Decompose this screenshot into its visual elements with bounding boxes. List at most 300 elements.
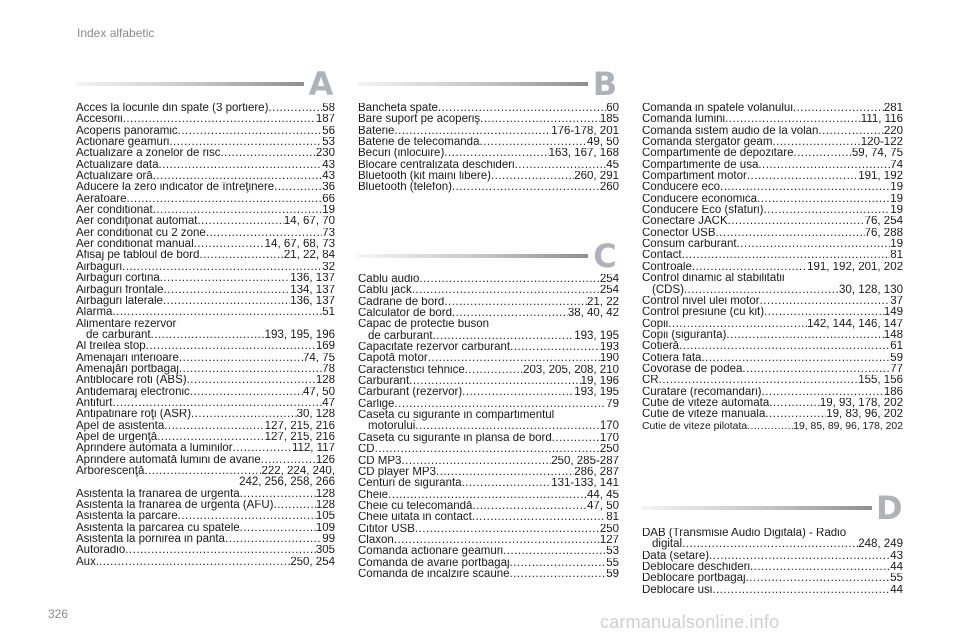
- entry-label: Apel de urgenţă: [76, 431, 158, 443]
- entry-label: Baterie de telecomanda: [358, 137, 480, 149]
- dot-leader: [394, 399, 606, 410]
- entry-pages: 203, 205, 208, 210: [523, 364, 619, 376]
- index-entry: [76, 205, 335, 216]
- dot-leader: [415, 524, 600, 535]
- entry-pages: 56: [322, 125, 335, 137]
- entry-label: Deblocare usi: [642, 584, 713, 596]
- index-entry: [76, 353, 335, 364]
- entry-label: Control presiune (cu kit): [642, 307, 765, 319]
- entry-pages: 134, 137: [290, 284, 335, 296]
- dot-leader: [758, 160, 890, 171]
- entry-pages: 45: [606, 159, 619, 171]
- section-header-b: [358, 64, 620, 104]
- dot-leader: [412, 285, 600, 296]
- index-entry: [358, 524, 619, 535]
- entry-pages: 58: [322, 103, 335, 114]
- index-entry: [642, 573, 903, 584]
- entry-pages: 60: [606, 103, 619, 114]
- dot-leader: [491, 171, 574, 182]
- entry-label: Capotă motor: [358, 353, 428, 365]
- index-entry: [76, 137, 335, 148]
- entry-label: Aer conditionat cu 2 zone: [76, 227, 206, 239]
- index-entry: [642, 103, 903, 114]
- index-entry: [642, 171, 903, 182]
- dot-leader: [268, 103, 322, 114]
- entry-pages: 136, 137: [290, 295, 335, 307]
- index-entry: [642, 239, 903, 250]
- entry-label: Covorase de podea: [642, 363, 743, 375]
- entry-pages: 126: [315, 454, 335, 466]
- index-entry: [642, 409, 903, 420]
- entry-pages: 176-178, 201: [551, 125, 619, 137]
- index-entry: [642, 341, 903, 352]
- entry-pages: 111, 116: [860, 114, 903, 126]
- entry-pages: 74, 75: [303, 352, 335, 364]
- index-column-c: [358, 274, 619, 580]
- entry-label-continued: motorului: [368, 420, 416, 433]
- section-letter: D: [876, 489, 903, 527]
- index-entry: [76, 262, 335, 273]
- section-letter: B: [592, 65, 618, 103]
- index-entry: [76, 296, 335, 307]
- dot-leader: [112, 398, 322, 409]
- entry-label: CD: [358, 444, 375, 456]
- entry-label: Alarma: [76, 307, 113, 319]
- entry-label-continued: de carburant: [368, 329, 433, 342]
- entry-label: Capac de protectie buson: [358, 319, 490, 331]
- entry-pages: 47: [322, 397, 335, 409]
- index-entry: [358, 569, 619, 580]
- entry-pages: 190: [599, 353, 619, 365]
- index-entry: [358, 433, 619, 444]
- index-entry: [76, 182, 335, 193]
- index-entry: [642, 375, 903, 386]
- index-entry: [358, 490, 619, 501]
- dot-leader: [472, 512, 606, 523]
- dot-leader: [122, 262, 322, 273]
- index-entry: [76, 228, 335, 239]
- index-entry: [76, 443, 335, 454]
- entry-pages: 66: [322, 193, 335, 205]
- entry-pages: 78: [322, 363, 335, 375]
- dot-leader: [760, 296, 891, 307]
- index-entry: [76, 273, 335, 284]
- dot-leader: [274, 182, 322, 193]
- index-entry: [642, 398, 903, 409]
- entry-pages: 286, 287: [574, 466, 619, 478]
- dot-leader: [194, 239, 265, 250]
- index-entry: [642, 319, 903, 330]
- entry-pages: 193: [599, 342, 619, 354]
- entry-label: Actualizare oră: [76, 171, 153, 183]
- index-entry: [642, 296, 903, 307]
- index-entry: [76, 250, 335, 261]
- index-entry: [642, 262, 903, 273]
- dot-leader: [763, 205, 890, 216]
- dot-leader: [146, 341, 316, 352]
- entry-pages: 59, 74, 75: [851, 148, 903, 160]
- dot-leader: [726, 330, 883, 341]
- index-entry: [642, 387, 903, 398]
- index-entry: [642, 114, 903, 125]
- dot-leader: [240, 489, 316, 500]
- entry-label: Comanda lumini: [642, 114, 726, 126]
- dot-leader: [747, 421, 793, 432]
- entry-label: Centuri de siguranta: [358, 478, 462, 490]
- index-entry: [642, 126, 903, 137]
- dot-leader: [462, 478, 552, 489]
- index-entry: [642, 562, 903, 573]
- index-entry: [76, 523, 335, 534]
- index-entry: [76, 375, 335, 386]
- dot-leader: [428, 353, 600, 364]
- entry-label: Cheie: [358, 489, 389, 501]
- entry-pages: 169: [315, 341, 335, 353]
- section-divider: [642, 506, 872, 510]
- entry-pages: 38, 40, 42: [567, 308, 619, 320]
- entry-label: Caracteristici tehnice: [358, 364, 465, 376]
- index-entry: [642, 421, 903, 432]
- index-entry: [642, 216, 903, 227]
- index-entry: [642, 148, 903, 159]
- index-entry: [642, 137, 903, 148]
- entry-label: Deblocare portbagaj: [642, 573, 746, 585]
- entry-label: Airbaguri cortina: [76, 273, 160, 285]
- entry-label: Comanda stergator geam: [642, 137, 773, 149]
- entry-pages: 74: [890, 159, 903, 171]
- dot-leader: [415, 421, 600, 432]
- entry-pages: 19: [322, 205, 335, 217]
- entry-label: Conector USB: [642, 227, 716, 239]
- entry-label: Aer conditionat manual: [76, 239, 194, 251]
- dot-leader: [178, 126, 323, 137]
- index-entry: [642, 273, 903, 296]
- entry-label: Deblocare deschideri: [642, 562, 751, 574]
- entry-label: Bare suport pe acoperiş: [358, 114, 481, 126]
- index-entry: [76, 511, 335, 522]
- entry-pages: 37: [890, 295, 903, 307]
- entry-label: Cutie de viteze automata: [642, 397, 770, 409]
- entry-pages: 14, 67, 70: [283, 216, 335, 228]
- entry-pages: 230: [315, 148, 335, 160]
- index-entry: [358, 353, 619, 364]
- dot-leader: [728, 216, 865, 227]
- dot-leader: [179, 364, 322, 375]
- dot-leader: [742, 364, 890, 375]
- entry-pages: 220: [883, 125, 903, 137]
- index-entry: [642, 205, 903, 216]
- index-entry: [76, 398, 335, 409]
- entry-label: Bluetooth (telefon): [358, 182, 452, 194]
- index-entry: [642, 364, 903, 375]
- entry-pages: 53: [322, 137, 335, 149]
- index-entry: [76, 148, 335, 159]
- entry-pages: 131-133, 141: [551, 478, 619, 490]
- entry-label: Data (setare): [642, 550, 710, 562]
- dot-leader: [747, 171, 858, 182]
- dot-leader: [684, 285, 839, 296]
- entry-label: Aux.: [76, 556, 100, 568]
- entry-label: Calculator de bord: [358, 308, 452, 320]
- index-entry: [358, 365, 619, 376]
- entry-label: Autoradio: [76, 545, 126, 557]
- section-divider: [358, 254, 588, 258]
- entry-pages: 127: [599, 534, 619, 546]
- entry-label-continued: (CDS): [652, 283, 684, 296]
- dot-leader: [206, 228, 322, 239]
- entry-pages: 51: [322, 307, 335, 319]
- entry-label: CR: [642, 375, 659, 387]
- entry-label: Afisaj pe tabloul de bord: [76, 250, 200, 262]
- entry-pages: 155, 156: [858, 375, 903, 387]
- entry-pages: 191, 192: [858, 171, 903, 183]
- entry-label: Actualizare a zonelor de risc: [76, 148, 221, 160]
- entry-pages: 59: [606, 568, 619, 580]
- dot-leader: [125, 545, 316, 556]
- entry-pages: 53: [606, 546, 619, 558]
- dot-leader: [692, 262, 807, 273]
- entry-label: Control nivel ulei motor: [642, 295, 760, 307]
- entry-pages: 163, 167, 168: [548, 148, 619, 160]
- entry-pages: 76, 288: [864, 227, 903, 239]
- section-letter: A: [308, 65, 334, 103]
- entry-label: Airbaguri: [76, 261, 123, 273]
- dot-leader: [233, 443, 292, 454]
- index-entry: [358, 160, 619, 171]
- index-entry: [358, 274, 619, 285]
- index-entry: [358, 456, 619, 467]
- entry-pages: 193, 195, 196: [264, 328, 335, 341]
- entry-label: Asistenta la franarea de urgenta: [76, 488, 240, 500]
- dot-leader: [679, 341, 890, 352]
- dot-leader: [510, 569, 607, 580]
- entry-label: Aer conditionat: [76, 205, 153, 217]
- entry-label: Antidemaraj electronic: [76, 386, 190, 398]
- entry-pages: 193, 195: [574, 329, 619, 342]
- dot-leader: [123, 114, 316, 125]
- dot-leader: [153, 205, 322, 216]
- page-number: 326: [48, 607, 69, 621]
- dot-leader: [261, 455, 316, 466]
- entry-label: Compartimente de depozitare: [642, 148, 794, 160]
- entry-label: Caseta cu sigurante in plansa de bord: [358, 432, 552, 444]
- dot-leader: [465, 365, 523, 376]
- dot-leader: [764, 307, 884, 318]
- index-entry: [358, 171, 619, 182]
- entry-pages: 30, 128, 130: [839, 283, 903, 296]
- entry-pages: 43: [322, 159, 335, 171]
- entry-label-continued: de carburant: [86, 328, 151, 341]
- dot-leader: [462, 387, 574, 398]
- index-entry: [358, 297, 619, 308]
- dot-leader: [720, 182, 890, 193]
- entry-pages: 81: [890, 250, 903, 262]
- dot-leader: [503, 546, 606, 557]
- dot-leader: [659, 375, 859, 386]
- entry-label: Actualizare data: [76, 159, 159, 171]
- entry-label: Copii (siguranta): [642, 329, 727, 341]
- entry-pages-continued: 242, 256, 258, 266: [239, 476, 335, 489]
- index-entry: [642, 585, 903, 596]
- entry-pages: 127, 215, 216: [264, 431, 335, 443]
- index-entry: [358, 137, 619, 148]
- entry-pages: 19: [890, 239, 903, 251]
- entry-label: Antipatinare roţi (ASR): [76, 409, 192, 421]
- entry-label: Asistenta la franarea de urgenta (AFU): [76, 500, 274, 512]
- entry-pages: 185: [599, 114, 619, 126]
- dot-leader: [153, 171, 322, 182]
- entry-pages: 305: [315, 545, 335, 557]
- entry-label: Copii: [642, 318, 669, 330]
- index-entry: [76, 545, 335, 556]
- entry-pages: 81: [606, 512, 619, 524]
- page-header-title: Index alfabetic: [77, 26, 155, 40]
- entry-label: Comanda de avarie portbagaj: [358, 557, 510, 569]
- entry-pages: 148: [883, 329, 903, 341]
- index-entry: [76, 171, 335, 182]
- entry-pages: 21, 22: [587, 296, 619, 308]
- entry-label: Compartiment motor: [642, 171, 747, 183]
- entry-pages: 128: [315, 488, 335, 500]
- entry-pages: 149: [883, 307, 903, 319]
- index-entry: [76, 466, 335, 489]
- entry-label: Cadrane de bord: [358, 296, 445, 308]
- index-entry: [76, 194, 335, 205]
- dot-leader: [757, 194, 890, 205]
- entry-label: Arborescenţă: [76, 466, 145, 477]
- index-column-b: [358, 103, 619, 194]
- entry-pages: 254: [599, 274, 619, 285]
- entry-pages: 19, 85, 89, 96, 178, 202: [793, 420, 903, 432]
- entry-pages: 79: [606, 398, 619, 410]
- entry-pages: 14, 67, 68, 73: [264, 239, 335, 251]
- entry-label-continued: digital: [652, 538, 683, 551]
- entry-pages: 248, 249: [858, 538, 903, 551]
- entry-label: Comanda de incalzire scaune: [358, 568, 510, 580]
- dot-leader: [452, 182, 600, 193]
- index-entry: [76, 500, 335, 511]
- entry-label: Cheie uitata in contact: [358, 512, 472, 524]
- index-entry: [358, 376, 619, 387]
- index-entry: [358, 558, 619, 569]
- index-entry: [358, 467, 619, 478]
- dot-leader: [769, 398, 820, 409]
- index-entry: [358, 444, 619, 455]
- entry-pages: 32: [322, 261, 335, 273]
- dot-leader: [157, 432, 264, 443]
- entry-label: Carburant (rezervor): [358, 387, 463, 399]
- dot-leader: [99, 557, 290, 568]
- entry-label: Blocare centralizata deschideri: [358, 159, 515, 171]
- index-entry: [358, 285, 619, 296]
- entry-label: Actionare geamuri: [76, 137, 170, 149]
- entry-label: Antifurt: [76, 397, 113, 409]
- entry-pages: 250, 254: [290, 556, 335, 568]
- dot-leader: [127, 194, 323, 205]
- index-entry: [358, 387, 619, 398]
- entry-pages: 19: [890, 205, 903, 217]
- index-entry: [76, 421, 335, 432]
- entry-pages: 55: [606, 557, 619, 569]
- dot-leader: [772, 137, 860, 148]
- entry-label: Comanda actionare geamuri: [358, 546, 504, 558]
- dot-leader: [436, 467, 574, 478]
- dot-leader: [510, 558, 607, 569]
- entry-label: Cablu audio: [358, 274, 420, 285]
- dot-leader: [394, 126, 551, 137]
- watermark: carmanualsonline.info: [600, 612, 780, 632]
- entry-pages: 47, 50: [587, 500, 619, 512]
- dot-leader: [682, 539, 858, 550]
- dot-leader: [187, 375, 316, 386]
- index-entry: [358, 319, 619, 342]
- index-entry: [76, 455, 335, 466]
- entry-label: Becuri (inlocuire): [358, 148, 445, 160]
- dot-leader: [480, 114, 600, 125]
- dot-leader: [552, 433, 600, 444]
- entry-label: Al treilea stop: [76, 341, 146, 353]
- index-entry: [642, 250, 903, 261]
- entry-label: Apel de asistenta: [76, 420, 165, 432]
- dot-leader: [725, 114, 861, 125]
- index-entry: [642, 307, 903, 318]
- dot-leader: [160, 273, 291, 284]
- index-entry: [76, 432, 335, 443]
- section-letter: C: [593, 237, 617, 275]
- entry-label: CD player MP3: [358, 466, 436, 478]
- dot-leader: [409, 376, 580, 387]
- entry-label: Conducere eco: [642, 182, 720, 194]
- entry-label: Asistenta la parcare: [76, 511, 178, 523]
- entry-pages: 19, 83, 96, 202: [826, 409, 903, 421]
- entry-pages: 19, 196: [580, 376, 619, 388]
- index-entry: [358, 126, 619, 137]
- index-entry: [358, 410, 619, 433]
- dot-leader: [199, 250, 283, 261]
- index-entry: [76, 216, 335, 227]
- dot-leader: [668, 319, 807, 330]
- dot-leader: [716, 228, 865, 239]
- index-entry: [358, 342, 619, 353]
- entry-label: Amenajări portbagaj: [76, 363, 179, 375]
- entry-pages: 254: [599, 285, 619, 297]
- entry-label: Caseta cu sigurante in compartimentul: [358, 410, 555, 422]
- section-divider: [358, 82, 588, 86]
- entry-pages: 170: [599, 420, 619, 433]
- index-entry: [76, 114, 335, 125]
- index-entry: [76, 103, 335, 114]
- entry-label: Cutie de viteze pilotata: [642, 420, 748, 432]
- entry-pages: 128: [315, 500, 335, 512]
- dot-leader: [419, 274, 599, 285]
- dot-leader: [746, 573, 891, 584]
- entry-label: Carburant: [358, 376, 410, 388]
- index-entry: [76, 285, 335, 296]
- index-entry: [642, 160, 903, 171]
- index-entry: [642, 194, 903, 205]
- entry-pages: 30, 128: [296, 409, 335, 421]
- entry-pages: 43: [890, 550, 903, 562]
- section-header-c: [358, 236, 620, 276]
- entry-label: Comanda in spatele volanului: [642, 103, 793, 114]
- entry-pages: 170: [599, 432, 619, 444]
- index-entry: [76, 160, 335, 171]
- entry-label: Accesorii: [76, 114, 123, 126]
- entry-pages: 19: [890, 193, 903, 205]
- dot-leader: [762, 387, 884, 398]
- entry-pages: 127, 215, 216: [264, 420, 335, 432]
- dot-leader: [220, 148, 315, 159]
